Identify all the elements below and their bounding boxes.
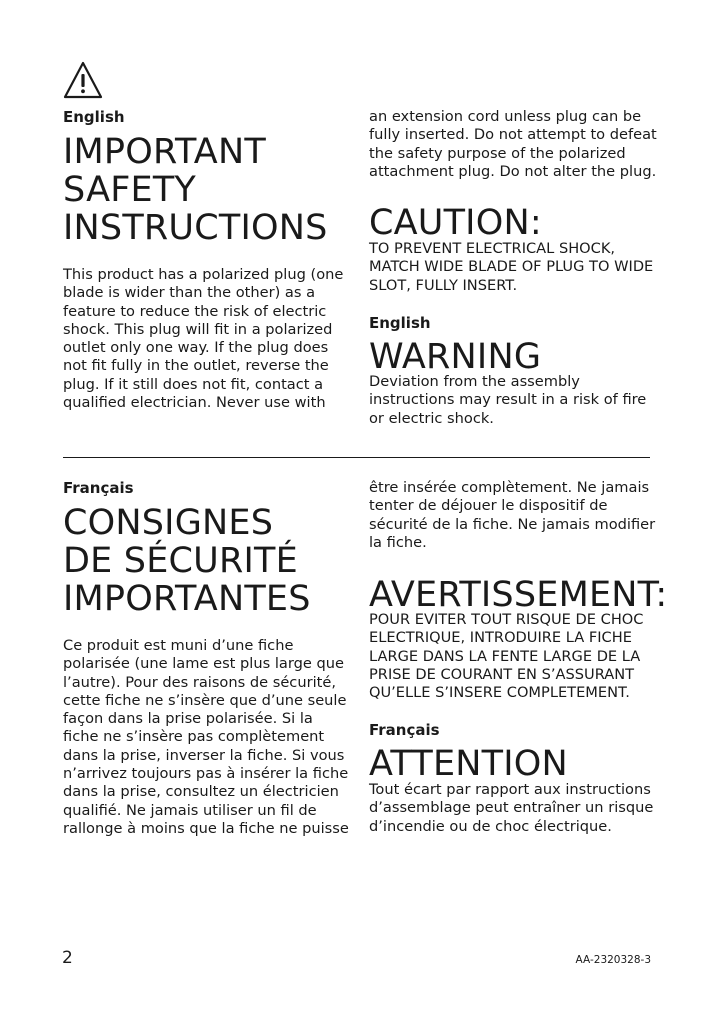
warning-text <box>369 373 659 428</box>
warning-text-fr <box>369 781 659 836</box>
text-line: rallonge à moins que la fiche ne puisse <box>63 819 349 837</box>
text-line: qualified electrician. Never use with <box>63 394 326 412</box>
text-line: dans la prise, consultez un électricien <box>63 783 339 801</box>
text-line: blade is wider than the other) as a <box>63 284 316 302</box>
text-line: an extension cord unless plug can be <box>369 108 642 125</box>
text-line: not fit fully in the outlet, reverse the <box>63 357 329 375</box>
warning-heading: WARNING <box>369 337 542 377</box>
safety-paragraph <box>63 266 348 412</box>
section-language-label: Français <box>63 479 134 497</box>
text-line: dans la prise, inverser la fiche. Si vous <box>63 746 345 764</box>
text-line: instructions may result in a risk of fire <box>369 391 647 409</box>
section-language-label: English <box>369 314 431 332</box>
text-line: feature to reduce the risk of electric <box>63 302 327 320</box>
caution-heading: CAUTION: <box>369 203 542 243</box>
text-line: fully inserted. Do not attempt to defeat <box>369 126 657 144</box>
page-title <box>63 133 328 247</box>
text-line: POUR EVITER TOUT RISQUE DE CHOC <box>369 611 644 628</box>
text-line: n’arrivez toujours pas à insérer la fiche <box>63 765 349 783</box>
text-line: QU’ELLE S’INSERE COMPLETEMENT. <box>369 684 630 702</box>
text-line: ELECTRIQUE, INTRODUIRE LA FICHE <box>369 629 632 647</box>
page-title-fr <box>63 504 311 618</box>
text-line: SLOT, FULLY INSERT. <box>369 276 518 294</box>
warning-heading-fr: ATTENTION <box>369 744 568 784</box>
caution-text-fr <box>369 611 659 702</box>
text-line: d’incendie ou de choc électrique. <box>369 817 612 835</box>
document-id: AA-2320328-3 <box>575 954 651 966</box>
text-line: façon dans la prise polarisée. Si la <box>63 710 313 728</box>
text-line: TO PREVENT ELECTRICAL SHOCK, <box>369 240 616 257</box>
text-line: Tout écart par rapport aux instructions <box>369 781 651 798</box>
text-line: sécurité de la fiche. Ne jamais modifier <box>369 515 656 533</box>
section-language-label: Français <box>369 721 440 739</box>
heading-line: CONSIGNES <box>63 503 274 543</box>
text-line: This product has a polarized plug (one <box>63 266 344 283</box>
text-line: cette fiche ne s’insère que d’une seule <box>63 691 347 709</box>
safety-paragraph-continued-fr <box>369 479 659 552</box>
text-line: plug. If it still does not fit, contact a <box>63 375 324 393</box>
safety-paragraph-fr <box>63 637 353 838</box>
caution-text <box>369 240 659 295</box>
text-line: or electric shock. <box>369 409 494 427</box>
heading-line: INSTRUCTIONS <box>63 208 328 248</box>
text-line: MATCH WIDE BLADE OF PLUG TO WIDE <box>369 258 654 276</box>
text-line: tenter de déjouer le dispositif de <box>369 497 608 515</box>
page-number: 2 <box>62 948 73 968</box>
section-language-label: English <box>63 108 125 126</box>
text-line: l’autre). Pour des raisons de sécurité, <box>63 673 336 691</box>
warning-triangle-icon <box>62 60 104 100</box>
text-line: attachment plug. Do not alter the plug. <box>369 162 657 180</box>
text-line: fiche ne s’insère pas complètement <box>63 728 325 746</box>
heading-line: IMPORTANTES <box>63 579 311 619</box>
safety-paragraph-continued <box>369 108 659 181</box>
heading-line: IMPORTANT <box>63 132 266 172</box>
text-line: Ce produit est muni d’une fiche <box>63 637 294 654</box>
text-line: polarisée (une lame est plus large que <box>63 655 344 673</box>
text-line: outlet only one way. If the plug does <box>63 339 329 357</box>
text-line: shock. This plug will fit in a polarized <box>63 320 333 338</box>
text-line: PRISE DE COURANT EN S’ASSURANT <box>369 665 635 683</box>
text-line: the safety purpose of the polarized <box>369 144 626 162</box>
section-divider <box>63 457 650 458</box>
text-line: qualifié. Ne jamais utiliser un fil de <box>63 801 317 819</box>
text-line: la fiche. <box>369 533 427 551</box>
caution-heading-fr: AVERTISSEMENT: <box>369 575 668 615</box>
text-line: Deviation from the assembly <box>369 373 580 390</box>
heading-line: SAFETY <box>63 170 197 210</box>
text-line: être insérée complètement. Ne jamais <box>369 479 650 496</box>
text-line: d’assemblage peut entraîner un risque <box>369 799 654 817</box>
heading-line: DE SÉCURITÉ <box>63 541 298 581</box>
text-line: LARGE DANS LA FENTE LARGE DE LA <box>369 647 641 665</box>
